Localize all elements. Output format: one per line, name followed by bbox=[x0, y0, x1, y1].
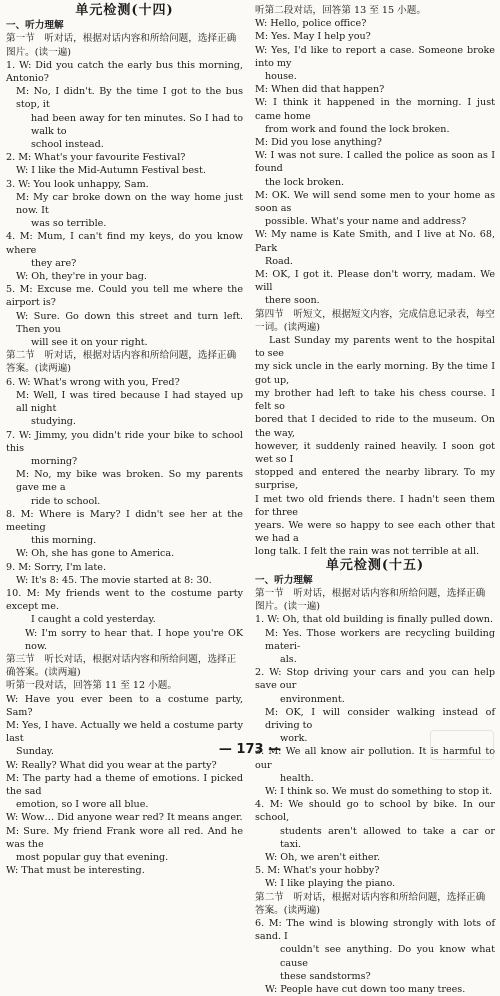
text-line: years. We were so happy to see each other that we had a bbox=[255, 519, 495, 545]
text-line: 第二节 听对话，根据对话内容和所给问题，选择正确 bbox=[255, 891, 486, 903]
text-line: possible. What's your name and address? bbox=[265, 216, 467, 228]
text-line: 4. M: We should go to school by bike. In our school, bbox=[255, 799, 495, 824]
text-line: Road. bbox=[265, 255, 293, 267]
text-line: W: Oh, she has gone to America. bbox=[16, 548, 175, 560]
text-line: morning? bbox=[31, 455, 78, 467]
text-line: W: I like playing the piano. bbox=[265, 878, 396, 890]
text-line: 5. M: Excuse me. Could you tell me where the airport is? bbox=[6, 284, 243, 309]
text-line: 答案。(读两遍) bbox=[255, 904, 321, 916]
section-heading: 一、听力理解 bbox=[6, 20, 64, 32]
text-line: there soon. bbox=[265, 295, 320, 307]
text-line: 4. M: Mum, I can't find my keys, do you know where bbox=[6, 231, 243, 256]
page-number: — 173 — bbox=[218, 742, 282, 757]
text-line: 一词。(读两遍) bbox=[255, 321, 321, 333]
right-column bbox=[255, 4, 495, 996]
text-line: 第一节 听对话，根据对话内容和所给问题，选择正确 bbox=[6, 33, 237, 45]
text-line: als. bbox=[280, 653, 297, 665]
text-line: M: Sure. My friend Frank wore all red. And he was the bbox=[6, 825, 243, 850]
text-line: this morning. bbox=[31, 535, 97, 547]
section-title: 单元检测(十五) bbox=[325, 557, 425, 573]
text-line: emotion, so I wore all blue. bbox=[16, 799, 149, 811]
text-line: W: Have you ever been to a costume party, Sam? bbox=[6, 693, 243, 718]
text-line: M: The party had a theme of emotions. I picked the sad bbox=[6, 772, 243, 797]
text-line: W: Oh, we aren't either. bbox=[265, 852, 381, 863]
text-line: M: Yes. Those workers are recycling building materi- bbox=[265, 627, 495, 652]
section-heading: 一、听力理解 bbox=[255, 574, 313, 586]
text-line: M: Yes, I have. Actually we held a costume party last bbox=[6, 719, 243, 745]
text-line: 3. W: You look unhappy, Sam. bbox=[6, 178, 149, 190]
text-line: studying. bbox=[31, 416, 76, 428]
text-line: M: No, my bike was broken. So my parents gave me a bbox=[16, 469, 243, 494]
text-line: M: When did that happen? bbox=[255, 84, 385, 96]
text-line: 第二节 听对话，根据对话内容和所给问题，选择正确 bbox=[6, 350, 237, 362]
text-line: I caught a cold yesterday. bbox=[31, 614, 156, 626]
text-line: school instead. bbox=[31, 139, 104, 151]
text-line: these sandstorms? bbox=[280, 970, 371, 982]
text-line: W: Yes, I'd like to report a case. Someone broke into my bbox=[255, 44, 495, 69]
text-line: 2. M: What's your favourite Festival? bbox=[6, 152, 186, 164]
text-line: M: Yes. May I help you? bbox=[255, 31, 371, 43]
text-line: 第三节 听长对话，根据对话内容和所给问题，选择正 bbox=[6, 653, 237, 665]
text-line: from work and found the lock broken. bbox=[265, 123, 450, 135]
text-line: 听第一段对话，回答第 11 至 12 小题。 bbox=[6, 680, 177, 692]
text-line: my sick uncle in the early morning. By the time I got up, bbox=[255, 361, 495, 386]
text-line: W: Hello, police office? bbox=[255, 18, 367, 30]
text-line: long talk. I felt the rain was not terrible at all. bbox=[255, 546, 480, 558]
text-line: was so terrible. bbox=[31, 218, 107, 230]
text-line: W: That must be interesting. bbox=[6, 865, 145, 877]
text-line: W: Oh, they're in your bag. bbox=[16, 271, 147, 283]
text-line: 9. M: Sorry, I'm late. bbox=[6, 561, 107, 573]
text-line: 1. W: Did you catch the early bus this morning, Antonio? bbox=[6, 59, 243, 85]
section-title: 单元检测(十四) bbox=[75, 3, 174, 18]
text-line: W: I think so. We must do something to stop it. bbox=[265, 785, 493, 797]
watermark-logo bbox=[430, 730, 494, 760]
text-line: M: No, I didn't. By the time I got to the bus stop, it bbox=[16, 86, 243, 111]
text-line: W: It's 8: 45. The movie started at 8: 30. bbox=[16, 574, 212, 586]
text-line: 2. W: Stop driving your cars and you can help save our bbox=[255, 667, 495, 692]
text-line: W: People have cut down too many trees. bbox=[265, 984, 466, 996]
text-line: however, it suddenly rained heavily. I soon got wet so I bbox=[255, 440, 495, 465]
text-line: W: I'm sorry to hear that. I hope you're OK now. bbox=[25, 627, 243, 652]
text-line: students aren't allowed to take a car or taxi. bbox=[280, 825, 495, 850]
text-line: couldn't see anything. Do you know what cause bbox=[280, 944, 495, 969]
text-line: stopped and entered the nearby library. To my surprise, bbox=[255, 467, 495, 492]
text-line: had been away for ten minutes. So I had to walk to bbox=[31, 112, 243, 137]
text-line: M: OK, I got it. Please don't worry, madam. We will bbox=[255, 269, 495, 294]
text-line: 6. M: The wind is blowing strongly with lots of sand. I bbox=[255, 918, 495, 943]
text-line: M: Well, I was tired because I had stayed up all night bbox=[16, 389, 243, 415]
text-line: they are? bbox=[31, 257, 77, 269]
text-line: 图片。(读一遍) bbox=[255, 601, 321, 613]
text-line: environment. bbox=[280, 693, 345, 705]
text-line: M: Did you lose anything? bbox=[255, 137, 382, 149]
text-line: 10. M: My friends went to the costume party except me. bbox=[6, 587, 243, 613]
text-line: 确答案。(读两遍) bbox=[6, 667, 81, 679]
text-line: the lock broken. bbox=[265, 176, 345, 188]
text-line: my brother had left to take his chess course. I felt so bbox=[255, 387, 495, 413]
text-line: 1. W: Oh, that old building is finally pulled down. bbox=[255, 614, 494, 626]
text-line: W: Sure. Go down this street and turn left. Then you bbox=[16, 310, 243, 335]
text-line: M: OK, I will consider walking instead of driving to bbox=[265, 706, 495, 731]
text-line: Sunday. bbox=[16, 746, 54, 758]
text-line: Last Sunday my parents went to the hospital to see bbox=[255, 335, 495, 360]
text-line: 图片。(读一遍) bbox=[6, 46, 72, 58]
text-line: M: OK. We will send some men to your home as soon as bbox=[255, 189, 495, 215]
text-line: bored that I decided to ride to the museum. On the way, bbox=[255, 414, 495, 439]
text-line: 第四节 听短文，根据短文内容，完成信息记录表，每空 bbox=[255, 308, 495, 320]
text-line: ride to school. bbox=[31, 495, 101, 507]
text-line: 听第二段对话，回答第 13 至 15 小题。 bbox=[255, 5, 426, 16]
text-line: will see it on your right. bbox=[31, 337, 148, 349]
text-line: 第一节 听对话，根据对话内容和所给问题，选择正确 bbox=[255, 587, 486, 599]
text-line: 5. M: What's your hobby? bbox=[255, 865, 380, 877]
text-line: 6. W: What's wrong with you, Fred? bbox=[6, 376, 180, 388]
text-line: 8. M: Where is Mary? I didn't see her at the meeting bbox=[6, 508, 243, 533]
text-line: 答案。(读两遍) bbox=[6, 363, 72, 375]
text-line: W: Wow… Did anyone wear red? It means anger. bbox=[6, 812, 243, 824]
text-line: most popular guy that evening. bbox=[16, 852, 169, 863]
text-line: M: My car broke down on the way home just now. It bbox=[16, 191, 243, 217]
text-line: 7. W: Jimmy, you didn't ride your bike to school this bbox=[6, 429, 243, 454]
text-line: I met two old friends there. I hadn't seen them for three bbox=[255, 493, 495, 518]
text-line: W: I like the Mid-Autumn Festival best. bbox=[16, 165, 206, 177]
text-line: W: My name is Kate Smith, and I live at No. 68, Park bbox=[255, 229, 495, 254]
text-line: health. bbox=[280, 772, 314, 784]
text-line: house. bbox=[265, 71, 297, 83]
text-line: 3. M: We all know air pollution. It is harmful to our bbox=[255, 746, 495, 771]
text-line: work. bbox=[280, 733, 308, 745]
text-line: W: I was not sure. I called the police as soon as I found bbox=[255, 150, 495, 175]
text-line: W: I think it happened in the morning. I just came home bbox=[255, 97, 495, 122]
text-line: W: Really? What did you wear at the party? bbox=[6, 759, 217, 771]
